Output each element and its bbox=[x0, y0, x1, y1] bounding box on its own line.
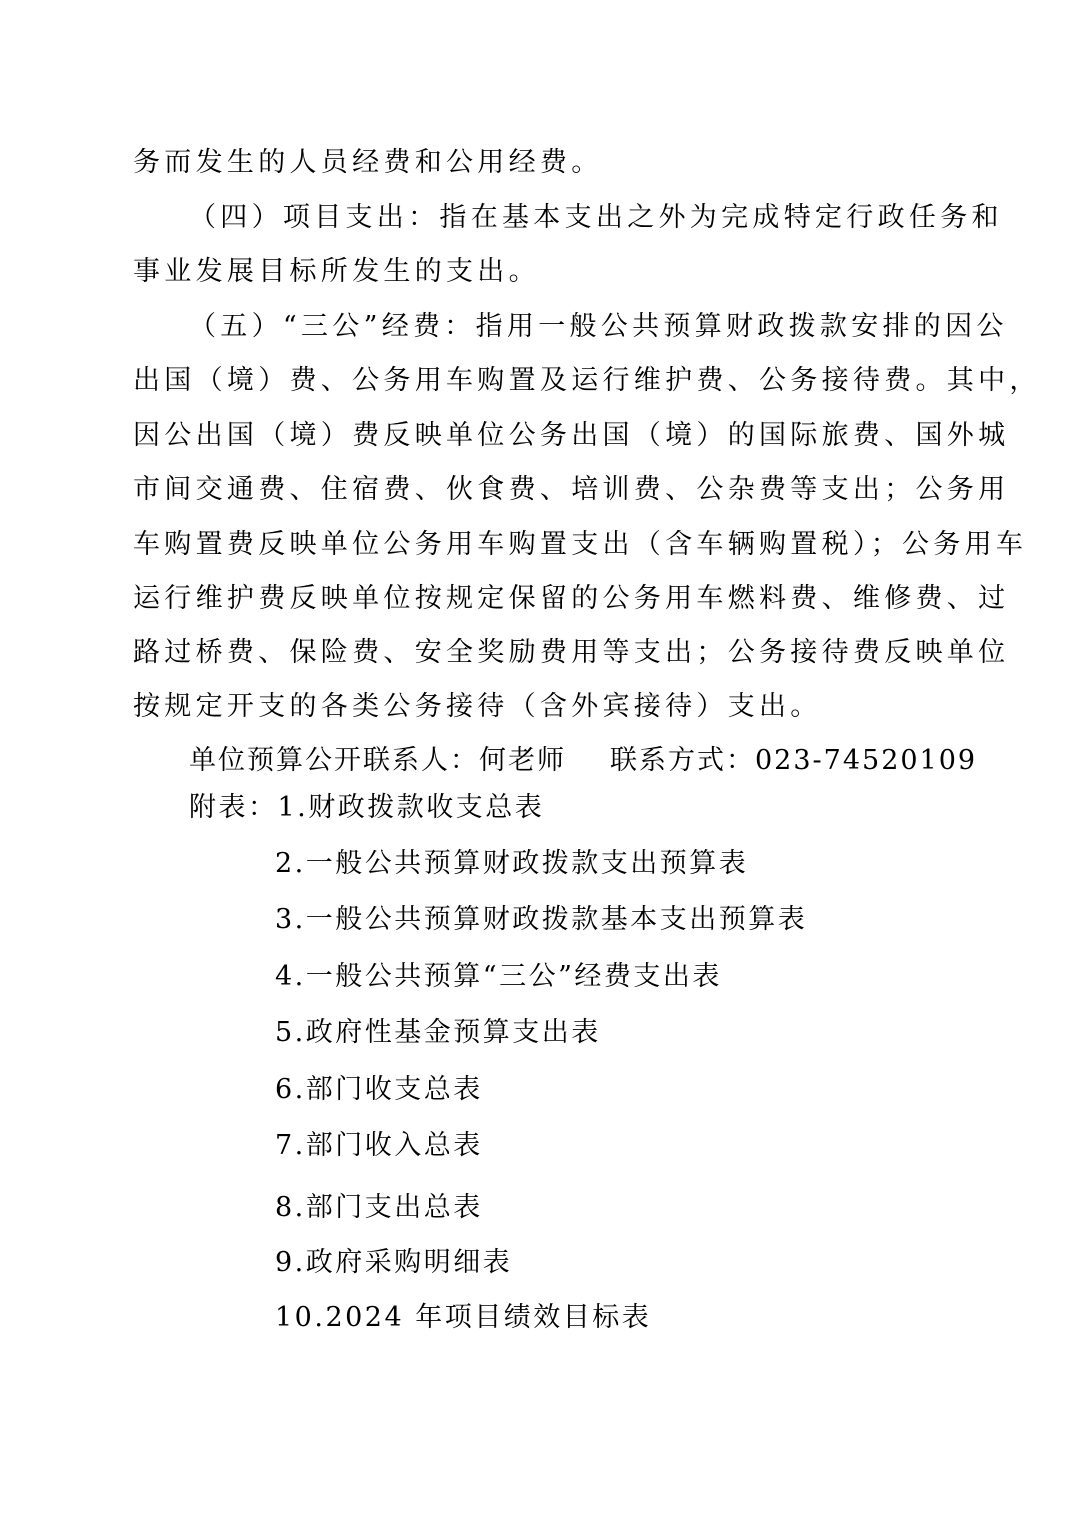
paragraph-3-line-8: 按规定开支的各类公务接待（含外宾接待）支出。 bbox=[133, 691, 822, 722]
paragraph-3-line-6: 运行维护费反映单位按规定保留的公务用车燃料费、维修费、过 bbox=[133, 583, 1010, 614]
attachment-item-1: 1.财政拨款收支总表 bbox=[277, 792, 545, 823]
attachment-item-4: 4.一般公共预算“三公”经费支出表 bbox=[275, 961, 722, 992]
attachment-item-8: 8.部门支出总表 bbox=[275, 1192, 483, 1223]
attachment-item-5: 5.政府性基金预算支出表 bbox=[275, 1017, 601, 1048]
paragraph-3-line-2: 出国（境）费、公务用车购置及运行维护费、公务接待费。其中， bbox=[133, 365, 1041, 396]
paragraph-2-line-1: （四）项目支出：指在基本支出之外为完成特定行政任务和 bbox=[189, 202, 1003, 233]
paragraph-2-line-2: 事业发展目标所发生的支出。 bbox=[133, 256, 540, 287]
attachment-item-3: 3.一般公共预算财政拨款基本支出预算表 bbox=[275, 904, 808, 935]
attachment-item-9: 9.政府采购明细表 bbox=[275, 1247, 513, 1278]
contact-phone: 联系方式：023-74520109 bbox=[610, 745, 978, 776]
paragraph-3-line-1: （五）“三公”经费：指用一般公共预算财政拨款安排的因公 bbox=[189, 311, 1008, 342]
attachment-item-2: 2.一般公共预算财政拨款支出预算表 bbox=[275, 848, 749, 879]
paragraph-3-line-5: 车购置费反映单位公务用车购置支出（含车辆购置税）；公务用车 bbox=[133, 529, 1028, 560]
attachment-item-10: 10.2024 年项目绩效目标表 bbox=[275, 1302, 652, 1333]
attachment-item-6: 6.部门收支总表 bbox=[275, 1074, 483, 1105]
contact-person: 单位预算公开联系人：何老师 bbox=[189, 745, 566, 776]
paragraph-3-line-3: 因公出国（境）费反映单位公务出国（境）的国际旅费、国外城 bbox=[133, 420, 1010, 451]
paragraph-3-line-7: 路过桥费、保险费、安全奖励费用等支出；公务接待费反映单位 bbox=[133, 637, 1010, 668]
paragraph-3-line-4: 市间交通费、住宿费、伙食费、培训费、公杂费等支出；公务用 bbox=[133, 474, 1010, 505]
attachment-item-7: 7.部门收入总表 bbox=[275, 1130, 483, 1161]
attachment-label: 附表： bbox=[189, 792, 278, 823]
paragraph-1-line-1: 务而发生的人员经费和公用经费。 bbox=[133, 147, 603, 178]
contact-line bbox=[189, 743, 977, 779]
attachment-first-line bbox=[189, 790, 544, 826]
